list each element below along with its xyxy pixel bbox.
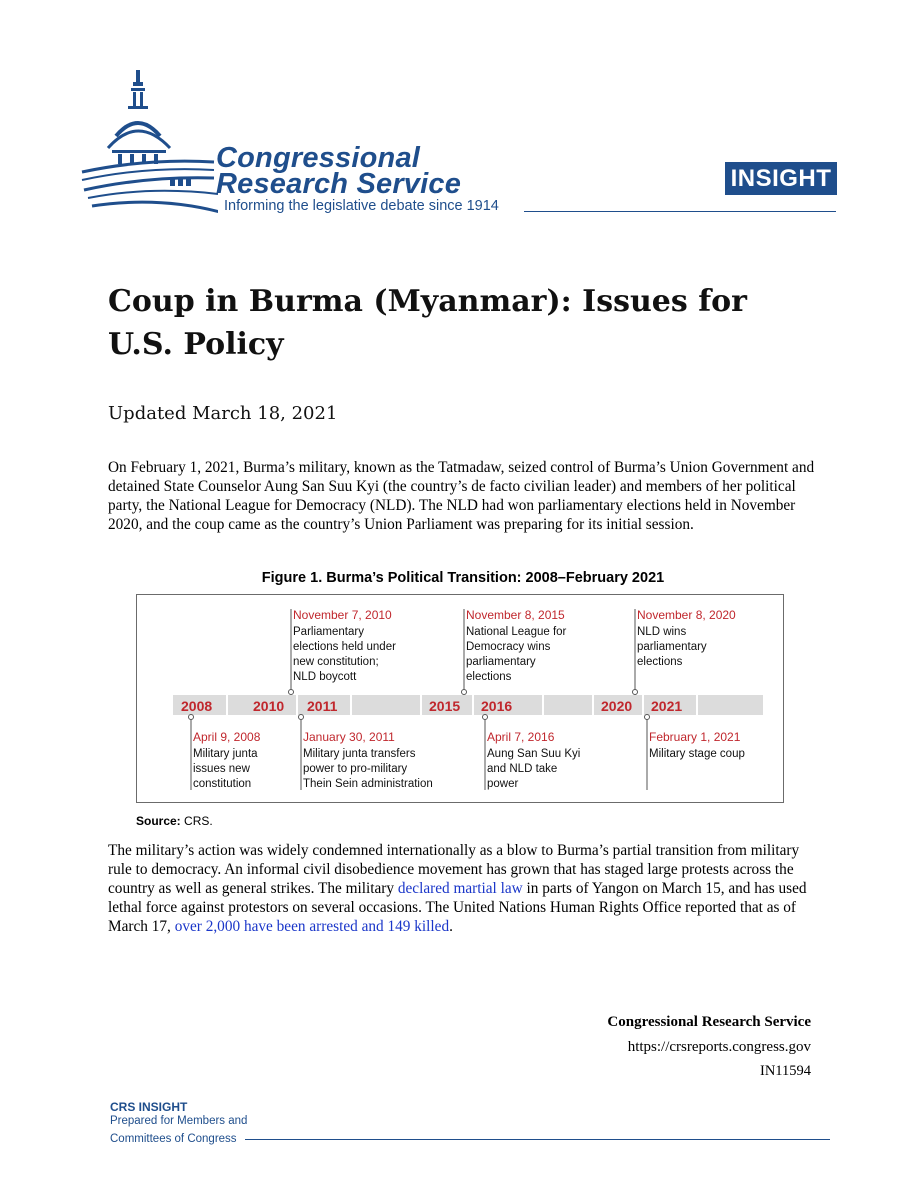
- figure-title: Figure 1. Burma’s Political Transition: 2008–February 2021: [261, 570, 665, 586]
- martial-law-link[interactable]: declared martial law: [397, 880, 523, 897]
- event-description: Military junta transfers: [303, 748, 416, 760]
- insight-badge: INSIGHT: [725, 162, 837, 195]
- timeline-year-label: 2008: [181, 698, 213, 714]
- org-tagline: Informing the legislative debate since 1914: [224, 198, 499, 214]
- event-date: November 8, 2015: [466, 608, 565, 622]
- document-title: Coup in Burma (Myanmar): Issues for U.S. Policy: [108, 284, 747, 362]
- event-description: Thein Sein administration: [303, 778, 433, 790]
- footer-url[interactable]: https://crsreports.congress.gov: [627, 1039, 811, 1055]
- event-date: April 9, 2008: [193, 730, 261, 744]
- timeline-year-label: 2016: [481, 698, 513, 714]
- event-description: power to pro-military: [303, 763, 408, 775]
- capitol-dome-icon: [78, 66, 218, 216]
- timeline-year-label: 2020: [601, 698, 633, 714]
- paragraph-2-text-1: The military’s action was widely condemned internationally as a blow to Burma’s partial transition from military rule to democracy. An informal civil disobedience movement has grown that has staged large protests across the country as well as general strikes. The military: [108, 842, 800, 897]
- event-description: NLD wins: [637, 626, 687, 638]
- event-description: Parliamentary: [293, 626, 364, 638]
- event-description: Military junta: [193, 748, 258, 760]
- event-description: NLD boycott: [293, 671, 357, 683]
- report-id: IN11594: [759, 1063, 811, 1079]
- org-name-line-1: Congressional: [216, 142, 421, 174]
- timeline-year-label: 2010: [253, 698, 285, 714]
- event-marker: [189, 715, 194, 720]
- event-marker: [299, 715, 304, 720]
- footer-prepared-line-1: Prepared for Members and: [110, 1115, 248, 1127]
- body-paragraph-1: On February 1, 2021, Burma’s military, known as the Tatmadaw, seized control of Burma’s Union Government and detained State Counselor Aung San Suu Kyi (the country’s de facto civilian leader) and members of her political party, the National League for Democracy (NLD). The NLD had won parliamentary elections held in November 2020, and the coup came as the country’s Union Parliament was preparing for its initial session.: [108, 459, 815, 533]
- source-label: Source:: [136, 814, 181, 828]
- timeline-chart: [137, 595, 783, 802]
- event-description: elections: [466, 671, 512, 683]
- event-description: new constitution;: [293, 656, 379, 668]
- event-description: Democracy wins: [466, 641, 551, 653]
- event-description: Military stage coup: [649, 748, 745, 760]
- timeline-figure: [136, 594, 784, 803]
- figure-source: [136, 814, 213, 828]
- event-description: constitution: [193, 778, 252, 790]
- event-description: parliamentary: [466, 656, 536, 668]
- event-description: elections: [637, 656, 683, 668]
- event-description: parliamentary: [637, 641, 707, 653]
- event-marker: [483, 715, 488, 720]
- crs-logo: [78, 66, 838, 226]
- event-description: elections held under: [293, 641, 396, 653]
- event-date: November 7, 2010: [293, 608, 392, 622]
- event-marker: [645, 715, 650, 720]
- footer-org-name: Congressional Research Service: [607, 1014, 811, 1030]
- event-description: power: [487, 778, 519, 790]
- timeline-year-label: 2011: [307, 698, 338, 714]
- event-marker: [633, 690, 638, 695]
- footer-divider: [245, 1139, 830, 1140]
- body-paragraph-2: [108, 841, 818, 936]
- paragraph-2-text-2: in parts of Yangon on March 15, and has used lethal force against protestors on several occasions. The United Nations Human Rights Office reported that as of March 17,: [108, 880, 807, 935]
- org-name-line-2: Research Service: [216, 168, 462, 200]
- header-divider: [524, 211, 836, 212]
- event-description: Aung San Suu Kyi: [487, 748, 581, 760]
- footer-crs-insight: CRS INSIGHT: [110, 1100, 188, 1114]
- event-description: and NLD take: [487, 763, 558, 775]
- event-date: January 30, 2011: [303, 730, 395, 744]
- event-marker: [289, 690, 294, 695]
- footer-prepared-line-2: Committees of Congress: [110, 1133, 237, 1145]
- event-marker: [462, 690, 467, 695]
- arrests-killed-link[interactable]: over 2,000 have been arrested and 149 killed: [174, 918, 450, 935]
- source-text: CRS.: [184, 814, 213, 828]
- event-description: issues new: [193, 763, 250, 775]
- event-date: November 8, 2020: [637, 608, 736, 622]
- updated-date: Updated March 18, 2021: [108, 403, 338, 424]
- timeline-year-label: 2021: [651, 698, 683, 714]
- event-date: February 1, 2021: [649, 730, 741, 744]
- timeline-year-label: 2015: [429, 698, 461, 714]
- event-date: April 7, 2016: [487, 730, 555, 744]
- event-description: National League for: [466, 626, 567, 638]
- paragraph-2-text-3: .: [449, 918, 453, 935]
